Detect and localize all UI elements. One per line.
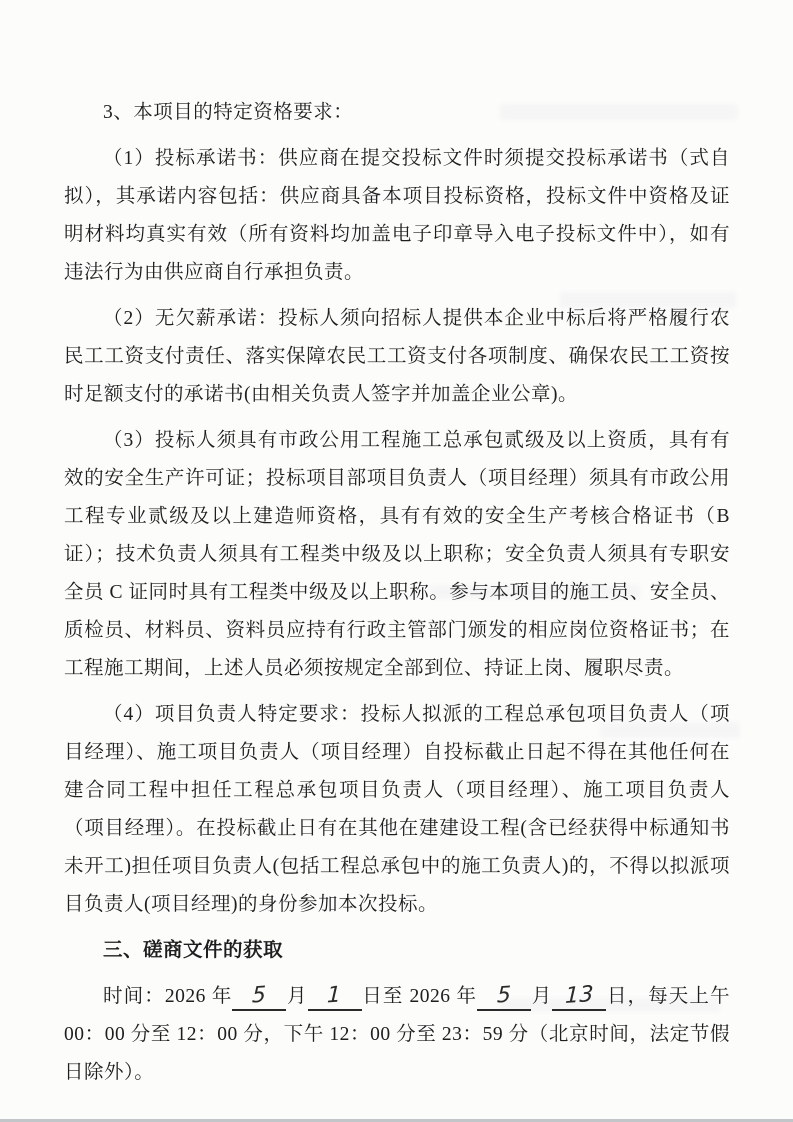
handwritten-end-month: 5 — [496, 982, 512, 1009]
clause-3-heading: 3、本项目的特定资格要求： — [103, 102, 354, 123]
fill-blank-start-month — [232, 984, 286, 1011]
time-text-prefix: 时间：2026 年 — [103, 986, 233, 1007]
section-3-heading: 三、磋商文件的获取 — [103, 940, 284, 961]
fill-blank-end-day — [552, 981, 606, 1011]
fill-blank-end-month — [477, 984, 531, 1011]
handwritten-start-month: 5 — [251, 982, 268, 1009]
time-text-mid3: 月 — [531, 986, 553, 1007]
time-text-suffix: 日，每天上午 00：00 分至 12：00 分，下午 12：00 分至 23：59 分（北京时间，法定节假日除外）。 — [64, 986, 730, 1083]
fill-blank-start-day — [308, 984, 362, 1011]
handwritten-end-day: 13 — [564, 981, 595, 1010]
time-text-mid1: 月 — [286, 986, 308, 1007]
clause-3-item-2: （2）无欠薪承诺：投标人须向招标人提供本企业中标后将严格履行农民工工资支付责任、落实保障农民工工资支付各项制度、确保农民工工资按时足额支付的承诺书(由相关负责人签字并加盖企业公章)。 — [64, 308, 730, 405]
clause-3-item-1: （1）投标承诺书：供应商在提交投标文件时须提交投标承诺书（式自拟），其承诺内容包括：供应商具备本项目投标资格，投标文件中资格及证明材料均真实有效（所有资料均加盖电子印章导入电子投标文件中），如有违法行为由供应商自行承担负责。 — [64, 148, 730, 283]
clause-3-item-4: （4）项目负责人特定要求：投标人拟派的工程总承包项目负责人（项目经理）、施工项目负责人（项目经理）自投标截止日起不得在其他任何在建合同工程中担任工程总承包项目负责人（项目经理）、施工项目负责人（项目经理）。在投标截止日有在其他在建建设工程(含已经获得中标通知书未开工)担任项目负责人(包括工程总承包中的施工负责人)的，不得以拟派项目负责人(项目经理)的身份参加本次投标。 — [64, 704, 730, 915]
handwritten-start-day: 1 — [327, 982, 343, 1009]
time-text-mid2: 日至 2026 年 — [361, 986, 478, 1007]
document-body — [64, 94, 730, 1092]
document-acquisition-time — [64, 978, 730, 1092]
clause-3-item-3: （3）投标人须具有市政公用工程施工总承包贰级及以上资质，具有有效的安全生产许可证；投标项目部项目负责人（项目经理）须具有市政公用工程专业贰级及以上建造师资格，具有有效的安全生产考核合格证书（B 证）；技术负责人须具有工程类中级及以上职称；安全负责人须具有专职安全员 C 证同时具有工程类中级及以上职称。参与本项目的施工员、安全员、质检员、材料员、资料员应持有行政主管部门颁发的相应岗位资格证书；在工程施工期间，上述人员必须按规定全部到位、持证上岗、履职尽责。 — [64, 430, 730, 679]
